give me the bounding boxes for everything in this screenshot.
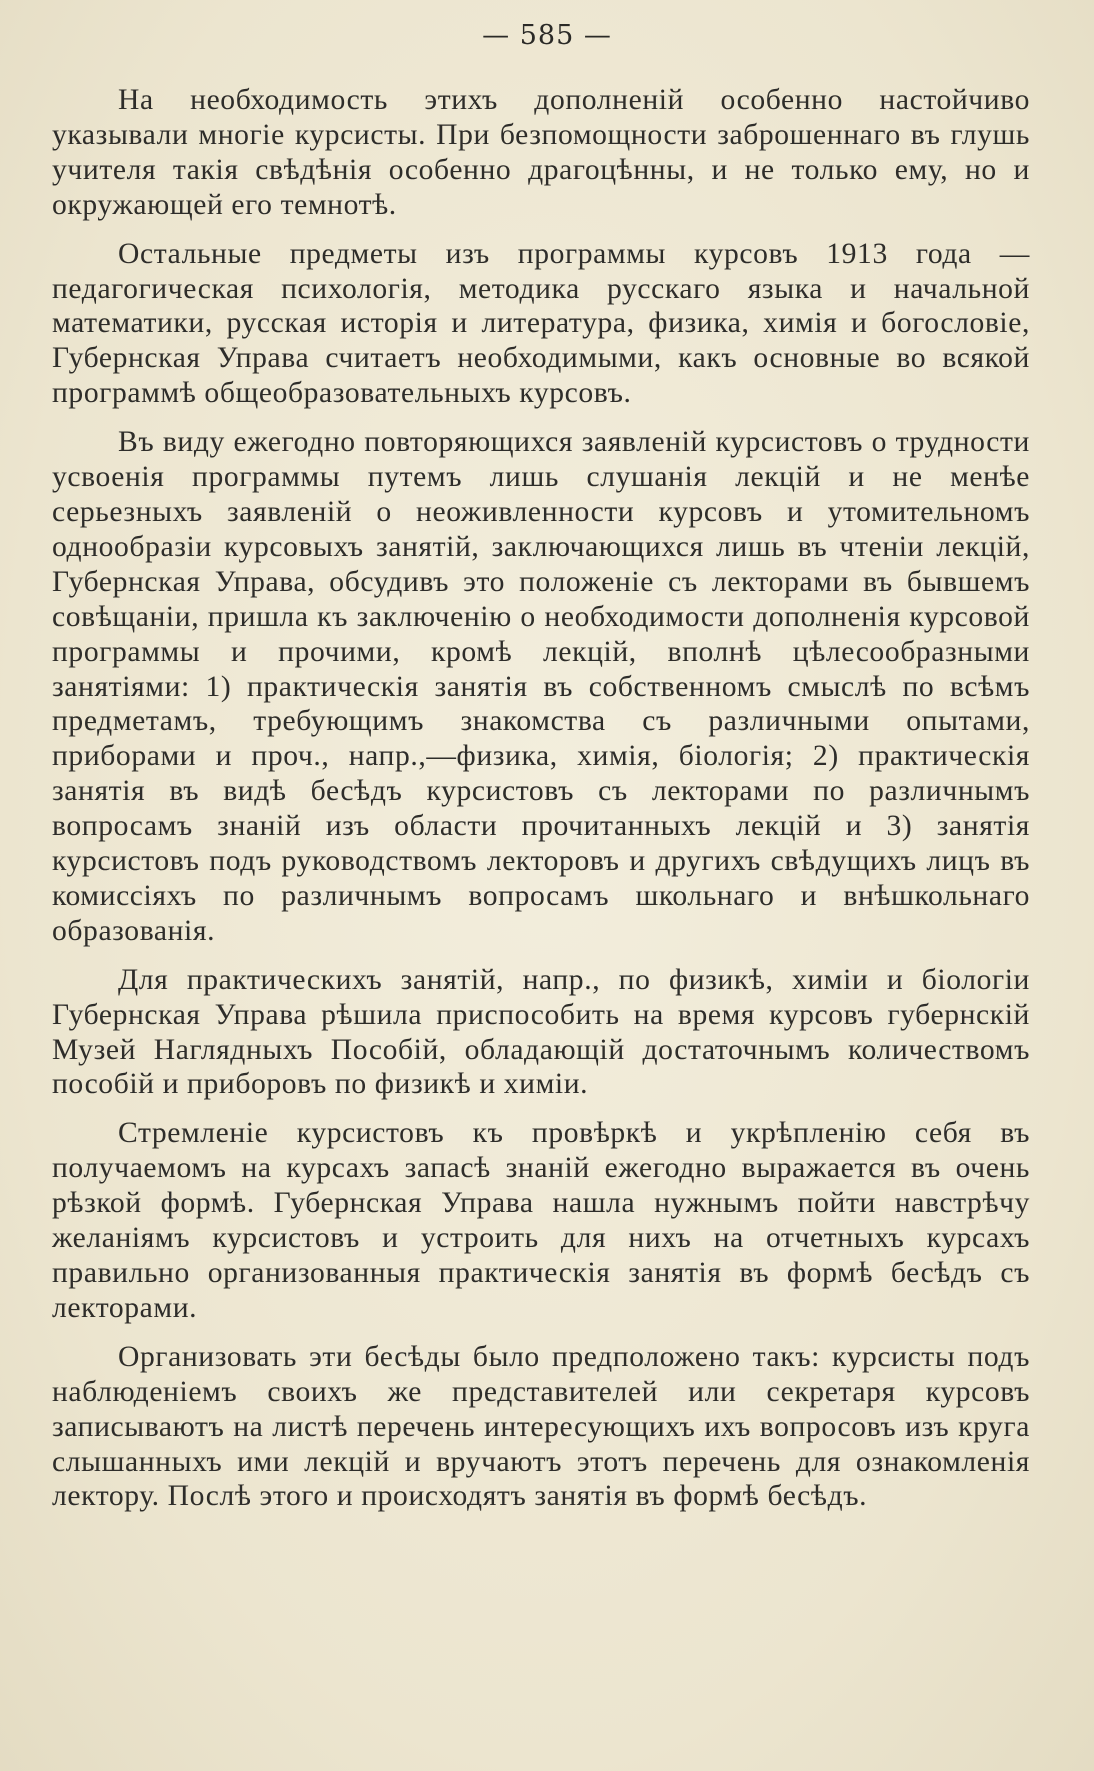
text-body <box>52 83 1030 1528</box>
paragraph: Стремленіе курсистовъ къ провѣркѣ и укрѣпленію себя въ получаемомъ на курсахъ запасѣ знаній ежегодно выражается въ очень рѣзкой формѣ. Губернская Управа нашла нужнымъ пойти навстрѣчу желаніямъ курсистовъ и устроить для нихъ на отчетныхъ курсахъ правильно организованныя практическія занятія въ формѣ бесѣдъ съ лекторами. <box>52 1117 1030 1324</box>
paragraph: Для практическихъ занятій, напр., по физикѣ, химіи и біологіи Губернская Управа рѣшила приспособить на время курсовъ губернскій Музей Наглядныхъ Пособій, обладающій достаточнымъ количествомъ пособій и приборовъ по физикѣ и химіи. <box>52 963 1030 1101</box>
paragraph: Въ виду ежегодно повторяющихся заявленій курсистовъ о трудности усвоенія программы путемъ лишь слушанія лекцій и не менѣе серьезныхъ заявленій о неоживленности курсовъ и утомительномъ однообразіи курсовыхъ занятій, заключающихся лишь въ чтеніи лекцій, Губернская Управа, обсудивъ это положеніе съ лекторами въ бывшемъ совѣщаніи, пришла къ заключенію о необходимости дополненія курсовой программы и прочими, кромѣ лекцій, вполнѣ цѣлесообразными занятіями: 1) практическія занятія въ собственномъ смыслѣ по всѣмъ предметамъ, требующимъ знакомства съ различными опытами, приборами и проч., напр.,—физика, химія, біологія; 2) практическія занятія въ видѣ бесѣдъ курсистовъ съ лекторами по различнымъ вопросамъ знаній изъ области прочитанныхъ лекцій и 3) занятія курсистовъ подъ руководствомъ лекторовъ и другихъ свѣдущихъ лицъ въ комиссіяхъ по различнымъ вопросамъ школьнаго и внѣшкольнаго образованія. <box>52 426 1030 947</box>
paragraph: Остальные предметы изъ программы курсовъ 1913 года —педагогическая психологія, методика русскаго языка и начальной математики, русская исторія и литература, физика, химія и богословіе, Губернская Управа считаетъ необходимыми, какъ основные во всякой программѣ общеобразовательныхъ курсовъ. <box>52 237 1030 410</box>
paragraph: Организовать эти бесѣды было предположено такъ: курсисты подъ наблюденіемъ своихъ же представителей или секретаря курсовъ записываютъ на листѣ перечень интересующихъ ихъ вопросовъ изъ круга слышанныхъ ими лекцій и вручаютъ этотъ перечень для ознакомленія лектору. Послѣ этого и происходятъ занятія въ формѣ бесѣдъ. <box>52 1340 1030 1513</box>
paragraph: На необходимость этихъ дополненій особенно настойчиво указывали многіе курсисты. При безпомощности заброшеннаго въ глушь учителя такія свѣдѣнія особенно драгоцѣнны, и не только ему, но и окружающей его темнотѣ. <box>52 84 1030 221</box>
page-number: — 585 — <box>482 20 612 51</box>
